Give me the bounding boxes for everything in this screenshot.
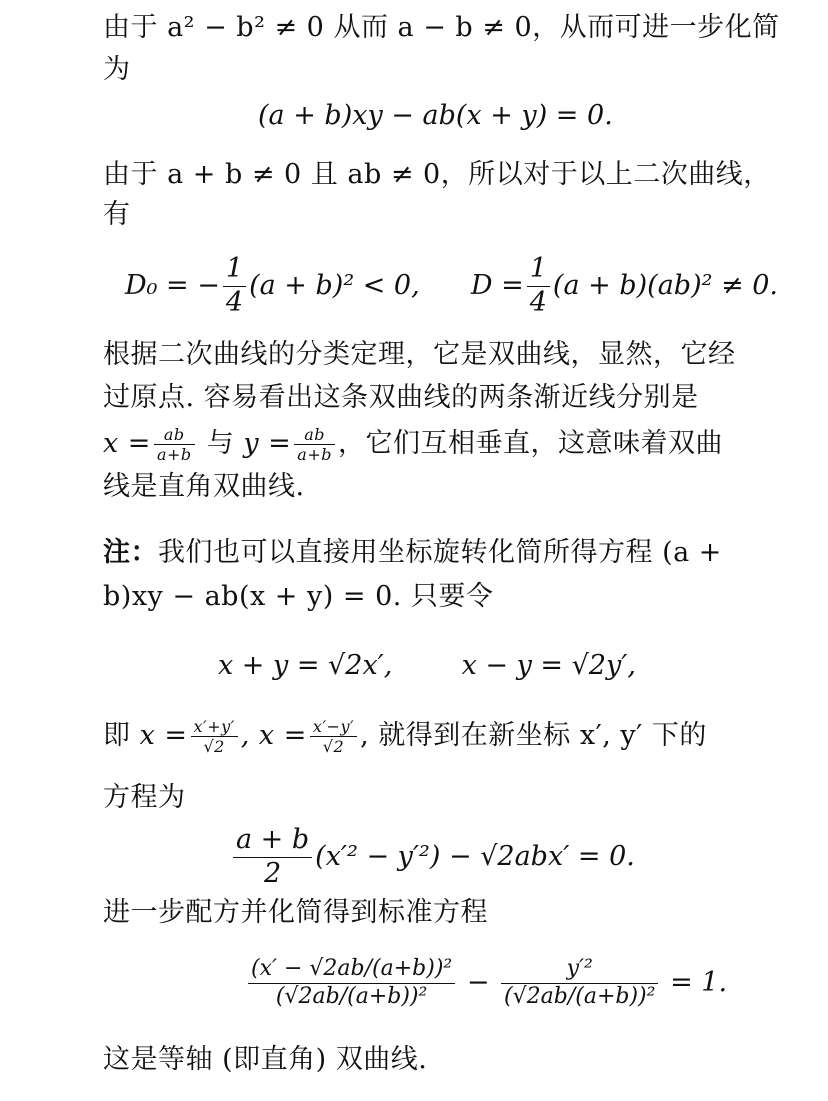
d-rest: (a + b)(ab)² ≠ 0. <box>552 270 778 301</box>
eq3-minus: − <box>466 967 490 998</box>
text-line-3: 由于 a + b ≠ 0 且 ab ≠ 0，所以对于以上二次曲线， <box>103 159 771 190</box>
eq3-rhs: = 1. <box>670 967 728 998</box>
eq3-fraction-2 <box>501 956 658 1010</box>
text-line-12: 这是等轴 (即直角) 双曲线. <box>103 1044 428 1075</box>
text-line-4: 有 <box>103 199 131 230</box>
text-line-2: 为 <box>103 54 131 85</box>
substitution-2: x − y = √2y′, <box>461 650 636 681</box>
asym-x-den: a+b <box>156 445 192 465</box>
discriminant-equation <box>125 250 778 322</box>
eq3-den-2: (√2ab/(a+b))² <box>504 984 656 1010</box>
line9-end: , 就得到在新坐标 x′, y′ 下的 <box>360 720 707 751</box>
eq2-numerator: a + b <box>236 824 310 856</box>
asym-end: ，它们互相垂直，这意味着双曲 <box>337 428 723 459</box>
substitution-equations <box>218 646 636 686</box>
asym-y-num: ab <box>304 424 326 444</box>
text-line-9 <box>103 712 707 760</box>
substitution-1: x + y = √2x′, <box>218 650 393 681</box>
asym-y-fraction <box>294 425 335 465</box>
eq3-num-1: (x′ − √2ab/(a+b))² <box>251 956 453 982</box>
eq3-num-2: y′² <box>566 956 593 982</box>
d-fraction <box>527 253 550 319</box>
note-label: 注： <box>103 537 158 568</box>
d-lhs: D = <box>470 270 524 301</box>
asym-x-fraction <box>154 425 195 465</box>
inv-x1-label: x = <box>139 720 188 751</box>
line9-start: 即 <box>103 720 131 751</box>
equation-2 <box>230 822 635 892</box>
asym-mid: 与 <box>206 428 235 459</box>
asym-x-num: ab <box>163 424 185 444</box>
d0-lhs: D₀ = − <box>125 270 220 301</box>
asym-y-den: a+b <box>297 445 332 465</box>
eq3-fraction-1 <box>248 956 455 1010</box>
text-line-7 <box>103 420 723 468</box>
d0-fraction <box>223 253 246 319</box>
inv-den-2: √2 <box>322 737 345 757</box>
inv-den-1: √2 <box>203 737 225 757</box>
equation-1: (a + b)xy − ab(x + y) = 0. <box>258 100 613 131</box>
d-numerator: 1 <box>529 253 547 285</box>
text-line-10: 方程为 <box>103 782 186 813</box>
asym-x-label: x = <box>103 428 151 459</box>
asym-y-label: y = <box>243 428 292 459</box>
text-line-6: 过原点. 容易看出这条双曲线的两条渐近线分别是 <box>103 382 699 413</box>
d0-rest: (a + b)² < 0, <box>249 270 420 301</box>
inv-x2-label: , x = <box>240 720 307 751</box>
eq2-fraction <box>233 824 312 890</box>
eq2-rest: (x′² − y′²) − √2abx′ = 0. <box>315 841 635 872</box>
note-line-2: b)xy − ab(x + y) = 0. 只要令 <box>103 581 494 612</box>
inv-fraction-1 <box>191 717 238 757</box>
note-line-1 <box>103 533 722 573</box>
text-line-5: 根据二次曲线的分类定理，它是双曲线，显然，它经 <box>103 339 736 370</box>
d0-numerator: 1 <box>225 253 244 285</box>
d0-denominator: 4 <box>225 287 244 319</box>
note-text-1: 我们也可以直接用坐标旋转化简所得方程 (a + <box>158 537 722 568</box>
inv-num-2: x′−y′ <box>312 716 355 736</box>
text-line-11: 进一步配方并化简得到标准方程 <box>103 897 488 928</box>
equation-3 <box>245 938 727 1028</box>
d-denominator: 4 <box>529 287 547 319</box>
text-line-1: 由于 a² − b² ≠ 0 从而 a − b ≠ 0，从而可进一步化简 <box>103 12 780 43</box>
inv-fraction-2 <box>310 717 357 757</box>
inv-num-1: x′+y′ <box>193 716 235 736</box>
text-line-8: 线是直角双曲线. <box>103 471 305 502</box>
eq2-denominator: 2 <box>263 858 282 890</box>
eq3-den-1: (√2ab/(a+b))² <box>275 984 428 1010</box>
